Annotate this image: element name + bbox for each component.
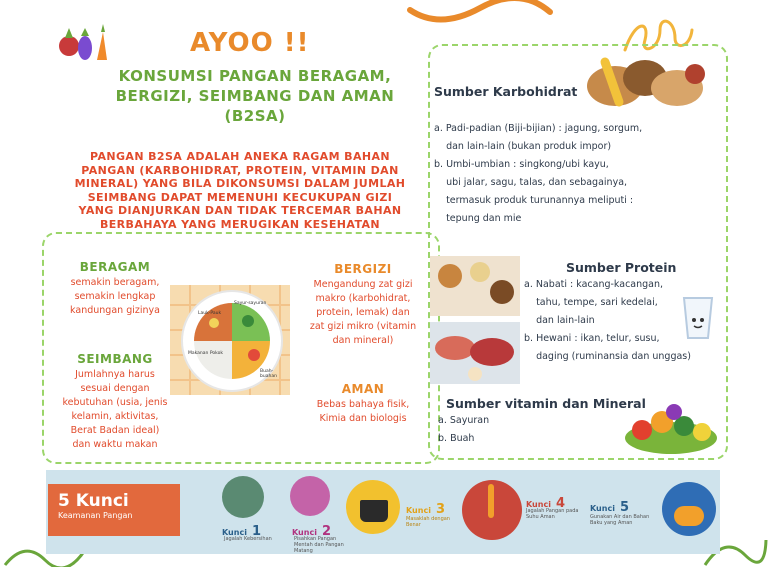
kunci-label: Kunci [292,528,317,537]
kunci-2 [290,474,352,552]
kunci-desc: Masaklah dengan Benar [406,516,450,528]
kunci-5-label [590,496,629,515]
kunci-label: Kunci [406,506,431,515]
kunci-label: Kunci [222,528,247,537]
karbohidrat-item: dan lain-lain (bukan produk impor) [434,141,612,152]
seimbang-section [52,352,178,452]
aman-section [296,382,430,426]
plate-label-makanan-pokok: Makanan Pokok [188,351,223,356]
vitamin-item: a. Sayuran [438,415,490,426]
plate-label-lauk: Lauk-Pauk [198,311,222,316]
kunci-label: Kunci [590,504,615,513]
kunci-3-label [406,498,445,517]
plate-label-buah: Buah-buahan [260,369,277,379]
bergizi-line: makro (karbohidrat, [315,293,411,304]
separate-food-icon [290,476,330,516]
intro-line: BERBAHAYA YANG MERUGIKAN KESEHATAN [99,217,381,231]
kunci-number: 3 [436,502,446,517]
kunci-subtitle: Keamanan Pangan [58,511,133,520]
vitamin-list [438,412,588,448]
karbohidrat-item: tepung dan mie [434,213,522,224]
aman-line: Kimia dan biologis [319,413,407,424]
protein-item: a. Nabati : kacang-kacangan, [524,279,664,290]
thermometer-bar [488,484,494,518]
protein-item: daging (ruminansia dan unggas) [524,351,691,362]
seimbang-line: Jumlahnya harus [75,369,155,380]
karbohidrat-heading: Sumber Karbohidrat [434,84,578,99]
subtitle-line: (B2SA) [224,107,286,125]
karbohidrat-item: a. Padi-padian (Biji-bijian) : jagung, sorgum, [434,123,643,134]
bergizi-section [296,262,430,348]
aman-heading: AMAN [341,382,385,396]
seimbang-line: Berat Badan ideal) [70,425,160,436]
kunci-4 [462,474,580,552]
subtitle-line: KONSUMSI PANGAN BERAGAM, [118,67,392,85]
karbohidrat-item: b. Umbi-umbian : singkong/ubi kayu, [434,159,609,170]
page-title: AYOO !! [190,28,310,58]
kunci-number: 5 [620,500,630,515]
intro-line: SEIMBANG DAPAT MEMENUHI KECUKUPAN GIZI [87,190,393,204]
seimbang-line: sesuai dengan [80,383,150,394]
kunci-title: 5 Kunci [58,491,129,511]
vitamin-item: b. Buah [438,433,475,444]
intro-line: YANG DIANJURKAN DAN TIDAK TERCEMAR BAHAN [78,204,402,217]
beragam-line: semakin lengkap [74,291,156,302]
seimbang-line: dan waktu makan [72,439,158,450]
hand-wash-icon [222,476,264,518]
grains-image [585,52,713,110]
karbohidrat-item: ubi jalar, sagu, talas, dan sebagainya, [434,177,628,188]
beragam-line: semakin beragam, [70,277,160,288]
bergizi-line: dan mineral) [332,335,394,346]
bergizi-heading: BERGIZI [334,262,392,276]
protein-item: dan lain-lain [524,315,595,326]
kunci-3 [344,476,458,552]
bergizi-line: zat gizi mikro (vitamin [309,321,417,332]
fruits-vegetables-image [622,398,720,456]
protein-image [430,256,520,384]
seimbang-heading: SEIMBANG [77,352,153,366]
intro-text [60,150,420,231]
kunci-number: 2 [322,524,332,539]
beragam-line: kandungan gizinya [70,305,160,316]
kunci-desc: Jagalah Pangan pada Suhu Aman [526,508,579,520]
bergizi-line: protein, lemak) dan [316,307,410,318]
kunci-desc: Gunakan Air dan Bahan Baku yang Aman [590,514,650,526]
intro-line: MINERAL) YANG BILA DIKONSUMSI DALAM JUMLAH [74,177,406,190]
beragam-section [55,260,175,318]
kunci-number: 1 [252,524,262,539]
protein-heading: Sumber Protein [566,260,677,275]
kunci-title-box [48,484,180,536]
pot-shape [360,500,388,522]
kunci-number: 4 [556,496,566,511]
aman-line: Bebas bahaya fisik, [316,399,410,410]
seimbang-line: kelamin, aktivitas, [71,411,159,422]
kunci-5 [584,476,718,552]
milk-glass-icon [680,294,716,340]
protein-item: b. Hewani : ikan, telur, susu, [524,333,660,344]
vitamin-heading: Sumber vitamin dan Mineral [446,396,646,411]
bergizi-line: Mengandung zat gizi [313,279,413,290]
fruit-shape [674,506,704,526]
intro-line: PANGAN B2SA ADALAH ANEKA RAGAM BAHAN [90,150,390,163]
kunci-desc: Jagalah Kebersihan [224,536,272,542]
kunci-label: Kunci [526,500,551,509]
seimbang-line: kebutuhan (usia, jenis [62,397,168,408]
karbohidrat-item: termasuk produk turunannya meliputi : [434,195,634,206]
protein-item: tahu, tempe, sari kedelai, [524,297,658,308]
plate-label-sayur: Sayur-sayuran [234,301,267,306]
subtitle-line: BERGIZI, SEIMBANG DAN AMAN [115,87,395,105]
page-subtitle [100,66,410,126]
kunci-desc: Pisahkan Pangan Mentah dan Pangan Matang [294,536,344,554]
vegetables-icon [55,22,111,64]
beragam-heading: BERAGAM [79,260,151,274]
karbohidrat-list [434,120,724,228]
isi-piringku-plate [170,285,290,395]
kunci-1 [220,474,288,552]
intro-line: PANGAN (KARBOHIDRAT, PROTEIN, VITAMIN DAN [81,163,399,177]
